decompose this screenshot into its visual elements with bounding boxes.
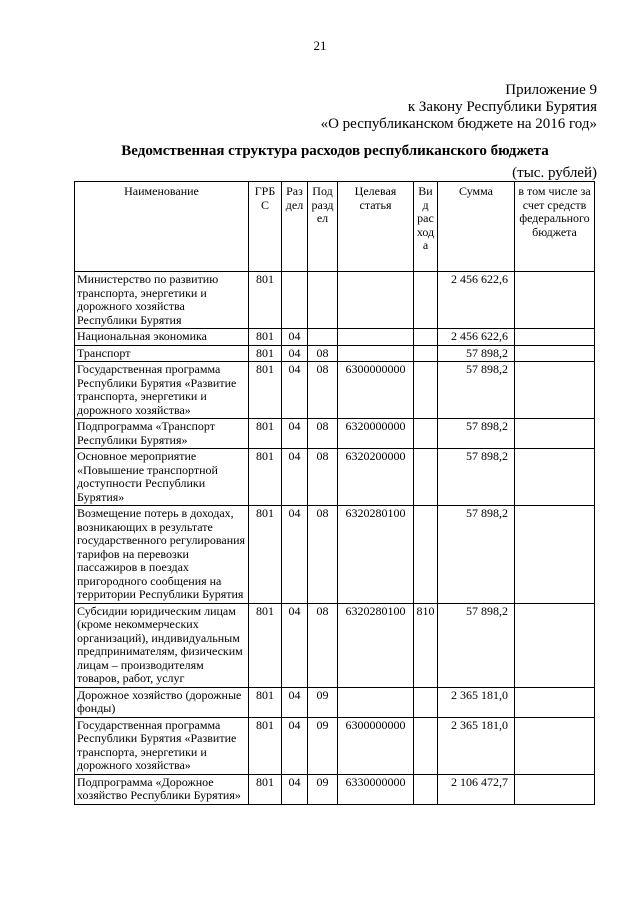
cell-target: 6320280100 [338,603,414,687]
cell-section [282,272,308,329]
cell-grbs: 801 [249,603,282,687]
cell-type [414,272,438,329]
cell-section: 04 [282,345,308,362]
cell-name: Возмещение потерь в доходах, возникающих в результате государственного регулирования тарифов на перевозки пассажиров в поездах пригородного сообщения на территории Республики Бурятия [75,506,249,604]
page-number: 21 [313,38,327,53]
cell-sum: 57 898,2 [438,603,515,687]
cell-grbs: 801 [249,272,282,329]
cell-sum: 2 365 181,0 [438,687,515,717]
table-header-row [75,182,595,272]
cell-section: 04 [282,506,308,604]
header-sum: Сумма [438,182,515,272]
cell-federal [515,419,595,449]
cell-name: Государственная программа Республики Бурятия «Развитие транспорта, энергетики и дорожного хозяйства» [75,362,249,419]
cell-type [414,419,438,449]
table-row [75,329,595,346]
header-subsection: Подраздел [308,182,338,272]
cell-section: 04 [282,362,308,419]
cell-section: 04 [282,774,308,804]
header-type: Вид расхода [414,182,438,272]
cell-type [414,774,438,804]
appendix-line-2: к Закону Республики Бурятия [407,99,597,115]
cell-federal [515,449,595,506]
cell-target: 6330000000 [338,774,414,804]
cell-type [414,345,438,362]
cell-grbs: 801 [249,449,282,506]
cell-sum: 57 898,2 [438,449,515,506]
cell-type [414,717,438,774]
appendix-line-3: «О республиканском бюджете на 2016 год» [320,116,597,132]
cell-subsection: 09 [308,687,338,717]
cell-target [338,345,414,362]
table-row [75,687,595,717]
table-body [75,272,595,805]
header-federal: в том числе за счет средств федерального бюджета [515,182,595,272]
cell-subsection: 08 [308,506,338,604]
cell-target [338,272,414,329]
table-row [75,272,595,329]
cell-grbs: 801 [249,419,282,449]
table-row [75,345,595,362]
cell-type [414,687,438,717]
budget-table [74,181,595,805]
cell-sum: 2 456 622,6 [438,272,515,329]
cell-subsection [308,272,338,329]
cell-type [414,329,438,346]
cell-federal [515,687,595,717]
cell-name: Дорожное хозяйство (дорожные фонды) [75,687,249,717]
cell-target [338,687,414,717]
table-row [75,603,595,687]
cell-type [414,449,438,506]
cell-name: Транспорт [75,345,249,362]
cell-sum: 57 898,2 [438,419,515,449]
cell-type: 810 [414,603,438,687]
cell-sum: 2 365 181,0 [438,717,515,774]
cell-name: Субсидии юридическим лицам (кроме некоммерческих организаций), индивидуальным предпринимателям, физическим лицам – производителям товаров, работ, услуг [75,603,249,687]
cell-name: Министерство по развитию транспорта, энергетики и дорожного хозяйства Республики Бурятия [75,272,249,329]
cell-subsection: 08 [308,345,338,362]
cell-federal [515,272,595,329]
table-row [75,362,595,419]
cell-section: 04 [282,329,308,346]
header-name: Наименование [75,182,249,272]
units-label: (тыс. рублей) [512,165,597,181]
appendix-header [321,82,597,133]
cell-federal [515,506,595,604]
header-target: Целевая статья [338,182,414,272]
cell-target: 6320280100 [338,506,414,604]
document-title: Ведомственная структура расходов республиканского бюджета [121,143,549,159]
cell-grbs: 801 [249,345,282,362]
cell-section: 04 [282,603,308,687]
cell-section: 04 [282,717,308,774]
cell-name: Подпрограмма «Дорожное хозяйство Республики Бурятия» [75,774,249,804]
cell-federal [515,774,595,804]
cell-grbs: 801 [249,717,282,774]
cell-section: 04 [282,449,308,506]
cell-section: 04 [282,419,308,449]
cell-target: 6320200000 [338,449,414,506]
cell-name: Национальная экономика [75,329,249,346]
cell-sum: 57 898,2 [438,362,515,419]
cell-grbs: 801 [249,329,282,346]
cell-subsection: 09 [308,774,338,804]
cell-grbs: 801 [249,687,282,717]
cell-target: 6300000000 [338,717,414,774]
cell-subsection: 09 [308,717,338,774]
cell-type [414,362,438,419]
cell-name: Подпрограмма «Транспорт Республики Бурятия» [75,419,249,449]
appendix-line-1: Приложение 9 [505,82,597,98]
cell-sum: 2 106 472,7 [438,774,515,804]
cell-subsection: 08 [308,419,338,449]
cell-sum: 57 898,2 [438,345,515,362]
table-row [75,506,595,604]
cell-target [338,329,414,346]
cell-type [414,506,438,604]
cell-grbs: 801 [249,774,282,804]
header-grbs: ГРБС [249,182,282,272]
cell-subsection: 08 [308,449,338,506]
cell-subsection: 08 [308,603,338,687]
header-section: Раздел [282,182,308,272]
cell-subsection [308,329,338,346]
table-row [75,774,595,804]
cell-federal [515,603,595,687]
cell-target: 6320000000 [338,419,414,449]
cell-name: Основное мероприятие «Повышение транспортной доступности Республики Бурятия» [75,449,249,506]
cell-sum: 2 456 622,6 [438,329,515,346]
cell-federal [515,362,595,419]
cell-target: 6300000000 [338,362,414,419]
cell-subsection: 08 [308,362,338,419]
cell-grbs: 801 [249,506,282,604]
cell-name: Государственная программа Республики Бурятия «Развитие транспорта, энергетики и дорожного хозяйства» [75,717,249,774]
cell-federal [515,329,595,346]
table-row [75,449,595,506]
table-row [75,717,595,774]
cell-federal [515,717,595,774]
cell-grbs: 801 [249,362,282,419]
cell-section: 04 [282,687,308,717]
cell-sum: 57 898,2 [438,506,515,604]
table-row [75,419,595,449]
cell-federal [515,345,595,362]
